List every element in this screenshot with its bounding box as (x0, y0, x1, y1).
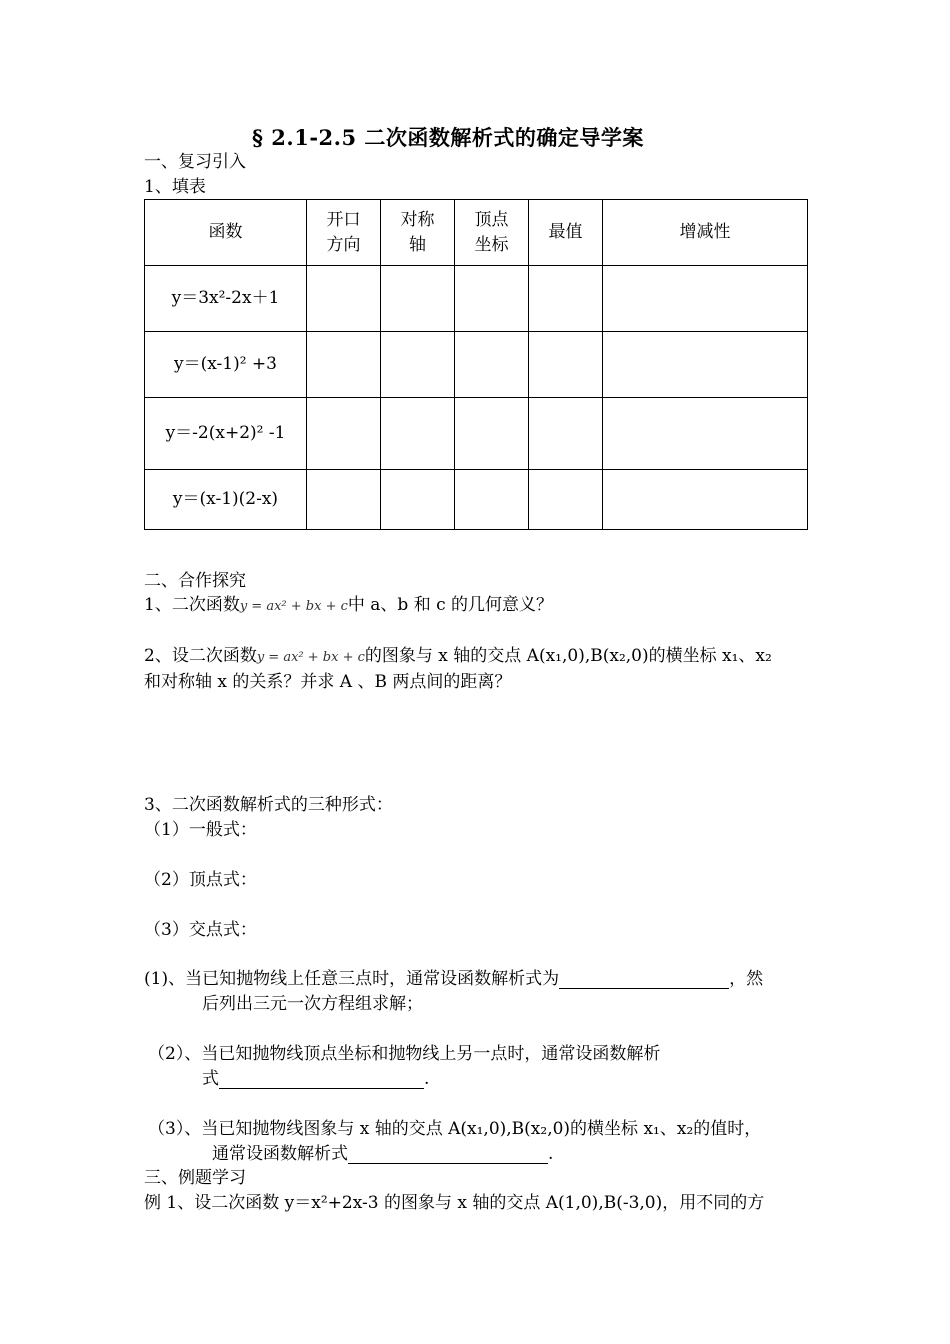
question-2-line2: 和对称轴 x 的关系？并求 A 、B 两点间的距离？ (144, 672, 512, 692)
answer-cell[interactable] (307, 266, 381, 332)
example-1: 例 1、设二次函数 y＝x²+2x-3 的图象与 x 轴的交点 A(1,0),B(-3,0)，用不同的方 (144, 1193, 765, 1213)
table-row (145, 332, 808, 398)
answer-blank[interactable] (559, 971, 729, 989)
header-axis: 对称轴 (381, 200, 455, 266)
question-1: 1、二次函数y = ax² + bx + c中 a、b 和 c 的几何意义？ (144, 595, 554, 615)
answer-cell[interactable] (529, 470, 603, 530)
answer-cell[interactable] (603, 398, 808, 470)
header-monotonicity: 增减性 (603, 200, 808, 266)
table-row (145, 470, 808, 530)
table-header-row (145, 200, 808, 266)
form-vertex: （2）顶点式： (144, 870, 257, 890)
formula: y = ax² + bx + c (256, 650, 365, 665)
answer-cell[interactable] (307, 470, 381, 530)
case-2: （2）、当已知抛物线顶点坐标和抛物线上另一点时，通常设函数解析 (148, 1044, 661, 1064)
answer-cell[interactable] (455, 398, 529, 470)
question-3: 3、二次函数解析式的三种形式： (144, 795, 393, 815)
header-vertex: 顶点坐标 (455, 200, 529, 266)
answer-cell[interactable] (455, 470, 529, 530)
answer-blank[interactable] (348, 1146, 548, 1164)
page-title: § 2.1-2.5 二次函数解析式的确定导学案 (252, 125, 644, 150)
header-extremum: 最值 (529, 200, 603, 266)
answer-cell[interactable] (455, 332, 529, 398)
answer-cell[interactable] (381, 470, 455, 530)
form-intercept: （3）交点式： (144, 920, 257, 940)
answer-cell[interactable] (529, 266, 603, 332)
case-3-line2: 通常设函数解析式 . (212, 1144, 554, 1164)
case-1: (1)、当已知抛物线上任意三点时，通常设函数解析式为 ，然 (144, 969, 764, 989)
formula: y = ax² + bx + c (239, 599, 348, 614)
answer-blank[interactable] (219, 1071, 424, 1089)
question-2: 2、设二次函数y = ax² + bx + c的图象与 x 轴的交点 A(x₁,0),B(x₂,0)的横坐标 x₁、x₂ (144, 646, 772, 666)
answer-cell[interactable] (603, 332, 808, 398)
function-cell: y＝3x²-2x＋1 (145, 266, 307, 332)
function-cell: y＝(x-1)² +3 (145, 332, 307, 398)
header-function: 函数 (145, 200, 307, 266)
answer-cell[interactable] (381, 266, 455, 332)
answer-cell[interactable] (307, 332, 381, 398)
answer-cell[interactable] (529, 332, 603, 398)
section-examples: 三、例题学习 (144, 1168, 246, 1188)
case-2-line2: 式 . (202, 1069, 430, 1089)
answer-cell[interactable] (307, 398, 381, 470)
item-fill-table: 1、填表 (144, 177, 206, 197)
answer-cell[interactable] (603, 266, 808, 332)
answer-cell[interactable] (381, 398, 455, 470)
section-cooperate: 二、合作探究 (144, 571, 246, 591)
answer-cell[interactable] (529, 398, 603, 470)
section-review: 一、复习引入 (144, 152, 246, 172)
table-row (145, 398, 808, 470)
answer-cell[interactable] (603, 470, 808, 530)
function-cell: y＝(x-1)(2-x) (145, 470, 307, 530)
answer-cell[interactable] (455, 266, 529, 332)
table-row (145, 266, 808, 332)
case-3: （3）、当已知抛物线图象与 x 轴的交点 A(x₁,0),B(x₂,0)的横坐标 x₁、x₂的值时， (148, 1119, 762, 1139)
answer-cell[interactable] (381, 332, 455, 398)
function-cell: y＝-2(x+2)² -1 (145, 398, 307, 470)
fill-table (144, 199, 808, 530)
case-1-line2: 后列出三元一次方程组求解； (202, 994, 423, 1014)
header-opening: 开口方向 (307, 200, 381, 266)
form-general: （1）一般式： (144, 820, 257, 840)
